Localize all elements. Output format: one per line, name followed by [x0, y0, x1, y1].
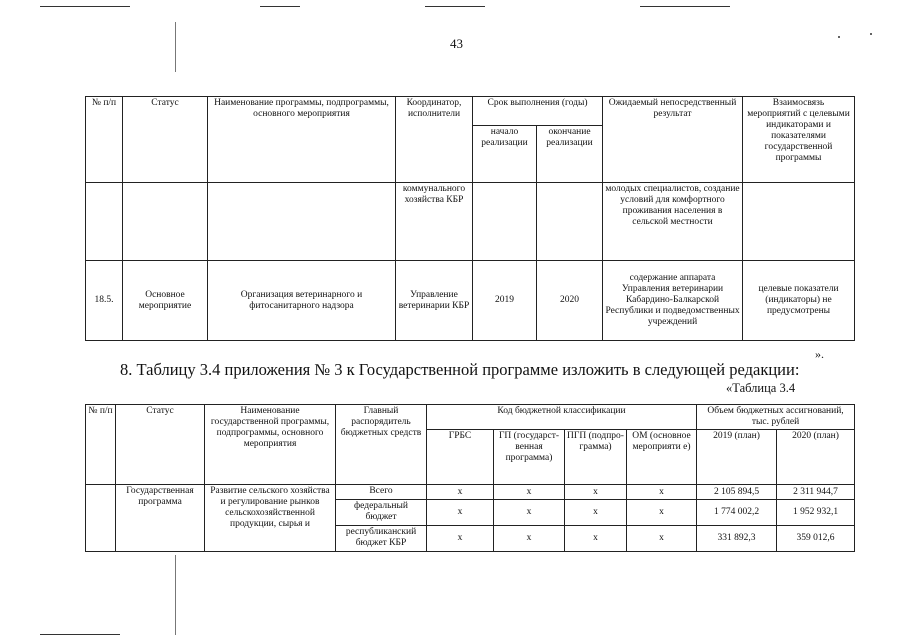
cell-status: Основное мероприятие	[123, 261, 208, 341]
cell-name: Организация ветеринарного и фитосанитарного надзора	[208, 261, 396, 341]
budget-table	[85, 404, 855, 552]
scan-bottom-rule	[40, 634, 120, 635]
header-status: Статус	[116, 405, 205, 485]
scan-speck	[838, 36, 840, 38]
cell-result: молодых специалистов, создание условий для комфортного проживания населения в сельской местности	[603, 183, 743, 261]
header-om: ОМ (основное мероприяти е)	[627, 430, 697, 485]
header-code: Код бюджетной классификации	[427, 405, 697, 430]
cell-name	[208, 183, 396, 261]
header-start: начало реализации	[473, 126, 537, 183]
cell-grbs: x	[427, 500, 494, 526]
header-status: Статус	[123, 97, 208, 183]
cell-2019: 2 105 894,5	[697, 485, 777, 500]
scan-top-rule	[260, 6, 300, 7]
scan-top-rule	[425, 6, 485, 7]
cell-link: целевые показатели (индикаторы) не предусмотрены	[743, 261, 855, 341]
cell-start: 2019	[473, 261, 537, 341]
cell-2020: 1 952 932,1	[777, 500, 855, 526]
cell-result: содержание аппарата Управления ветеринарии Кабардино-Балкарской Республики и подведомственных учреждений	[603, 261, 743, 341]
closing-quote: ».	[815, 347, 824, 361]
cell-end: 2020	[537, 261, 603, 341]
cell-link	[743, 183, 855, 261]
header-result: Ожидаемый непосредственный результат	[603, 97, 743, 183]
cell-om: x	[627, 500, 697, 526]
header-gp: ГП (государст-венная программа)	[494, 430, 565, 485]
cell-manager: Всего	[336, 485, 427, 500]
cell-coordinator: Управление ветеринарии КБР	[396, 261, 473, 341]
cell-num	[86, 183, 123, 261]
header-link: Взаимосвязь мероприятий с целевыми индикаторами и показателями государственной программы	[743, 97, 855, 183]
header-2020: 2020 (план)	[777, 430, 855, 485]
cell-pgp: x	[565, 526, 627, 552]
table-row	[86, 183, 855, 261]
header-volume: Объем бюджетных ассигнований, тыс. рублей	[697, 405, 855, 430]
cell-gp: x	[494, 500, 565, 526]
header-term: Срок выполнения (годы)	[473, 97, 603, 126]
header-num: № п/п	[86, 97, 123, 183]
scan-top-rule	[640, 6, 730, 7]
header-name: Наименование программы, подпрограммы, основного мероприятия	[208, 97, 396, 183]
header-coordinator: Координатор, исполнители	[396, 97, 473, 183]
scan-margin-line	[175, 555, 176, 635]
cell-num	[86, 485, 116, 552]
cell-end	[537, 183, 603, 261]
scan-margin-line	[175, 22, 176, 72]
table-row	[86, 485, 855, 500]
cell-manager: федеральный бюджет	[336, 500, 427, 526]
cell-name: Развитие сельского хозяйства и регулирование рынков сельскохозяйственной продукции, сырья и	[205, 485, 336, 552]
cell-start	[473, 183, 537, 261]
cell-status: Государственная программа	[116, 485, 205, 552]
scan-speck	[870, 33, 872, 35]
amendment-heading: 8. Таблицу 3.4 приложения № 3 к Государственной программе изложить в следующей редакции:	[120, 360, 800, 379]
cell-pgp: x	[565, 485, 627, 500]
cell-coordinator: коммунального хозяйства КБР	[396, 183, 473, 261]
cell-grbs: x	[427, 526, 494, 552]
cell-2019: 331 892,3	[697, 526, 777, 552]
table-row	[86, 261, 855, 341]
cell-gp: x	[494, 526, 565, 552]
header-grbs: ГРБС	[427, 430, 494, 485]
cell-num: 18.5.	[86, 261, 123, 341]
cell-status	[123, 183, 208, 261]
program-events-table	[85, 96, 855, 341]
cell-om: x	[627, 526, 697, 552]
table-caption: «Таблица 3.4	[726, 381, 796, 395]
header-pgp: ПГП (подпро-грамма)	[565, 430, 627, 485]
cell-om: x	[627, 485, 697, 500]
header-2019: 2019 (план)	[697, 430, 777, 485]
cell-manager: республиканский бюджет КБР	[336, 526, 427, 552]
cell-2020: 2 311 944,7	[777, 485, 855, 500]
cell-gp: x	[494, 485, 565, 500]
header-manager: Главный распорядитель бюджетных средств	[336, 405, 427, 485]
page-number: 43	[450, 36, 463, 51]
cell-grbs: x	[427, 485, 494, 500]
header-end: окончание реализации	[537, 126, 603, 183]
scan-top-rule	[40, 6, 130, 7]
cell-pgp: x	[565, 500, 627, 526]
header-num: № п/п	[86, 405, 116, 485]
cell-2019: 1 774 002,2	[697, 500, 777, 526]
header-name: Наименование государственной программы, подпрограммы, основного мероприятия	[205, 405, 336, 485]
cell-2020: 359 012,6	[777, 526, 855, 552]
